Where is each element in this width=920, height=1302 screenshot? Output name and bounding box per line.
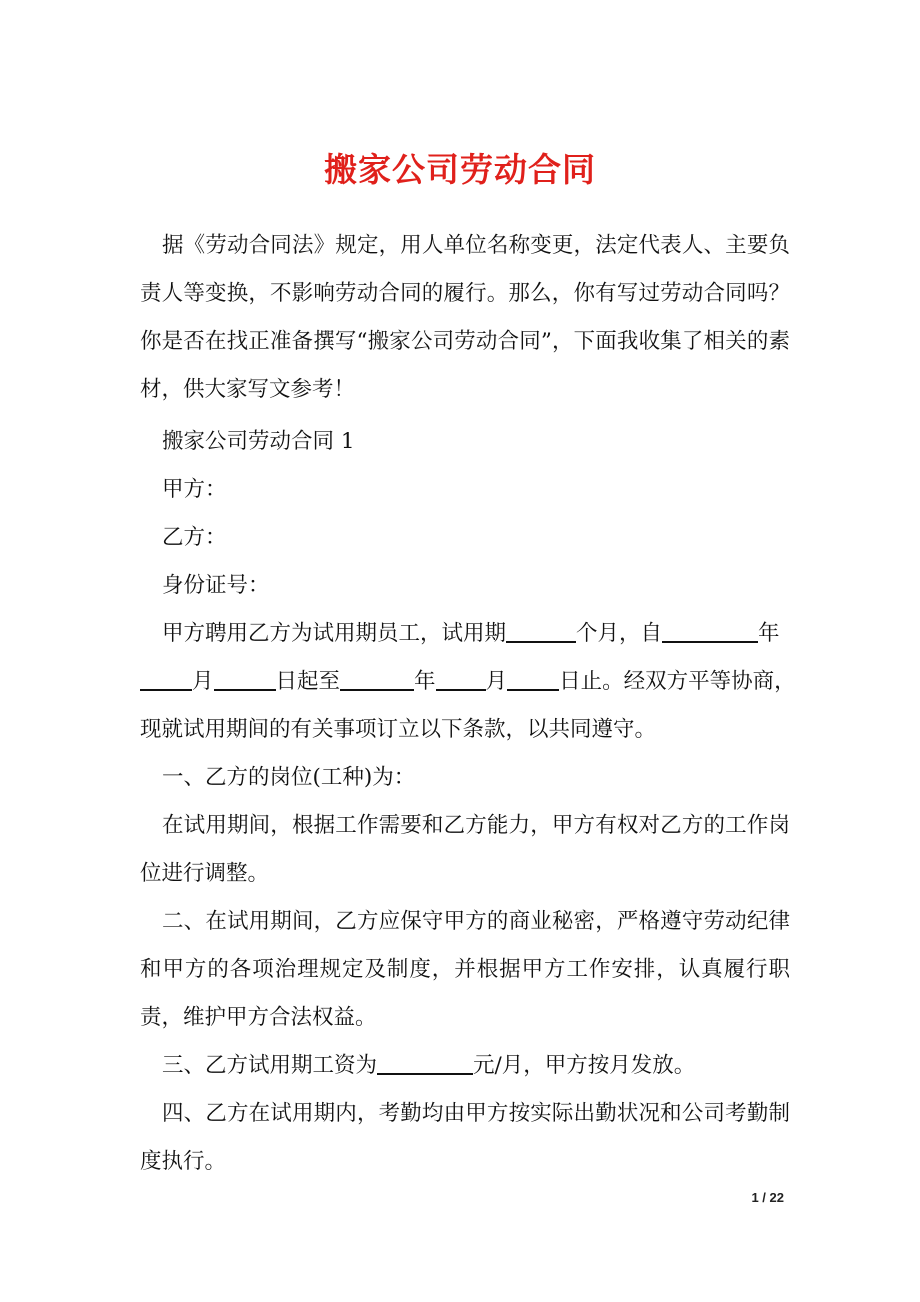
page-number: 1 / 22 [751, 1190, 784, 1205]
end-month-blank[interactable] [436, 665, 486, 691]
clause-3-text: 三、乙方试用期工资为 [162, 1053, 378, 1078]
clause-3 [162, 1042, 695, 1090]
party-b-label: 乙方： [162, 525, 227, 550]
probation-text: 年 [758, 621, 780, 646]
clause-1-heading: 一、乙方的岗位(工种)为： [162, 765, 416, 790]
clause-3-text: 元/月，甲方按月发放。 [473, 1053, 696, 1078]
clause-4: 四、乙方在试用期内，考勤均由甲方按实际出勤状况和公司考勤制度执行。 [140, 1101, 790, 1174]
probation-text: 个月，自 [576, 621, 663, 646]
intro-paragraph: 据《劳动合同法》规定，用人单位名称变更，法定代表人、主要负责人等变换，不影响劳动合同的履行。那么，你有写过劳动合同吗？你是否在找正准备撰写“搬家公司劳动合同”，下面我收集了相关的素材，供大家写文参考！ [140, 233, 790, 402]
id-number-label: 身份证号： [162, 573, 270, 598]
clause-1-body: 在试用期间，根据工作需要和乙方能力，甲方有权对乙方的工作岗位进行调整。 [140, 813, 790, 886]
probation-text: 月 [485, 669, 508, 694]
probation-text: 月 [192, 669, 214, 694]
document-title: 搬家公司劳动合同 [324, 150, 596, 189]
start-month-blank[interactable] [140, 665, 192, 691]
clause-2: 二、在试用期间，乙方应保守甲方的商业秘密，严格遵守劳动纪律和甲方的各项治理规定及制度，并根据甲方工作安排，认真履行职责，维护甲方合法权益。 [140, 909, 790, 1030]
end-year-blank[interactable] [340, 665, 414, 691]
end-day-blank[interactable] [507, 665, 559, 691]
probation-line-3: 现就试用期间的有关事项订立以下条款，以共同遵守。 [140, 717, 657, 742]
probation-text: 日起至 [275, 669, 341, 694]
probation-text: 甲方聘用乙方为试用期员工，试用期 [162, 621, 507, 646]
probation-line-1 [162, 610, 780, 658]
party-a-label: 甲方： [162, 477, 227, 502]
start-year-blank[interactable] [662, 617, 758, 643]
salary-blank[interactable] [377, 1049, 473, 1075]
probation-text: 年 [414, 669, 436, 694]
section-title: 搬家公司劳动合同 1 [162, 429, 355, 454]
start-day-blank[interactable] [214, 665, 276, 691]
months-blank[interactable] [506, 617, 576, 643]
probation-line-2 [140, 658, 796, 706]
probation-text: 日止。经双方平等协商， [559, 669, 796, 694]
